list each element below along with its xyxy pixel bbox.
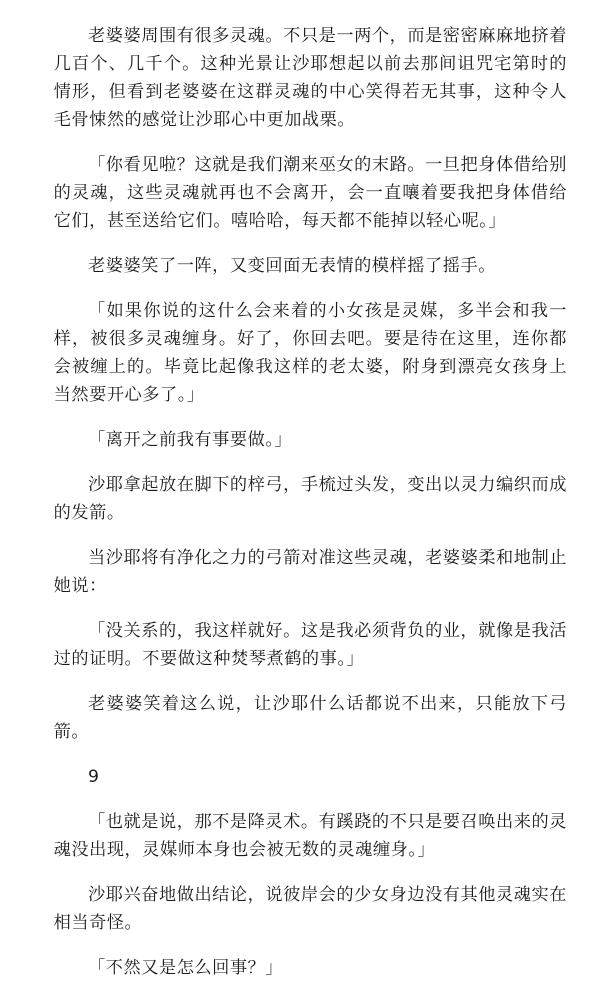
paragraph: 老婆婆笑着这么说，让沙耶什么话都说不出来，只能放下弓箭。 xyxy=(53,694,567,742)
paragraph: 「不然又是怎么回事？」 xyxy=(88,958,284,978)
paragraph: 「也就是说，那不是降灵术。有蹊跷的不只是要召唤出来的灵魂没出现，灵媒师本身也会被无数的灵魂缠身。」 xyxy=(53,812,567,860)
section-number: 9 xyxy=(88,767,100,787)
paragraph: 「离开之前我有事要做。」 xyxy=(88,430,293,450)
paragraph: 老婆婆笑了一阵，又变回面无表情的模样摇了摇手。 xyxy=(88,256,496,276)
paragraph: 沙耶拿起放在脚下的梓弓，手梳过头发，变出以灵力编织而成的发箭。 xyxy=(53,475,567,523)
paragraph: 当沙耶将有净化之力的弓箭对准这些灵魂，老婆婆柔和地制止她说： xyxy=(53,548,567,596)
paragraph: 沙耶兴奋地做出结论，说彼岸会的少女身边没有其他灵魂实在相当奇怪。 xyxy=(53,885,567,933)
paragraph: 「你看见啦？这就是我们潮来巫女的末路。一旦把身体借给别的灵魂，这些灵魂就再也不会离开，会一直嚷着要我把身体借给它们，甚至送给它们。嘻哈哈，每天都不能掉以轻心呢。」 xyxy=(53,155,567,231)
paragraph: 「如果你说的这什么会来着的小女孩是灵媒，多半会和我一样，被很多灵魂缠身。好了，你回去吧。要是待在这里，连你都会被缠上的。毕竟比起像我这样的老太婆，附身到漂亮女孩身上当然要开心多了。」 xyxy=(53,301,567,405)
paragraph: 老婆婆周围有很多灵魂。不只是一两个，而是密密麻麻地挤着几百个、几千个。这种光景让沙耶想起以前去那间诅咒宅第时的情形，但看到老婆婆在这群灵魂的中心笑得若无其事，这种令人毛骨悚然的感觉让沙耶心中更加战栗。 xyxy=(53,26,567,130)
paragraph: 「没关系的，我这样就好。这是我必须背负的业，就像是我活过的证明。不要做这种焚琴煮鹤的事。」 xyxy=(53,621,567,669)
